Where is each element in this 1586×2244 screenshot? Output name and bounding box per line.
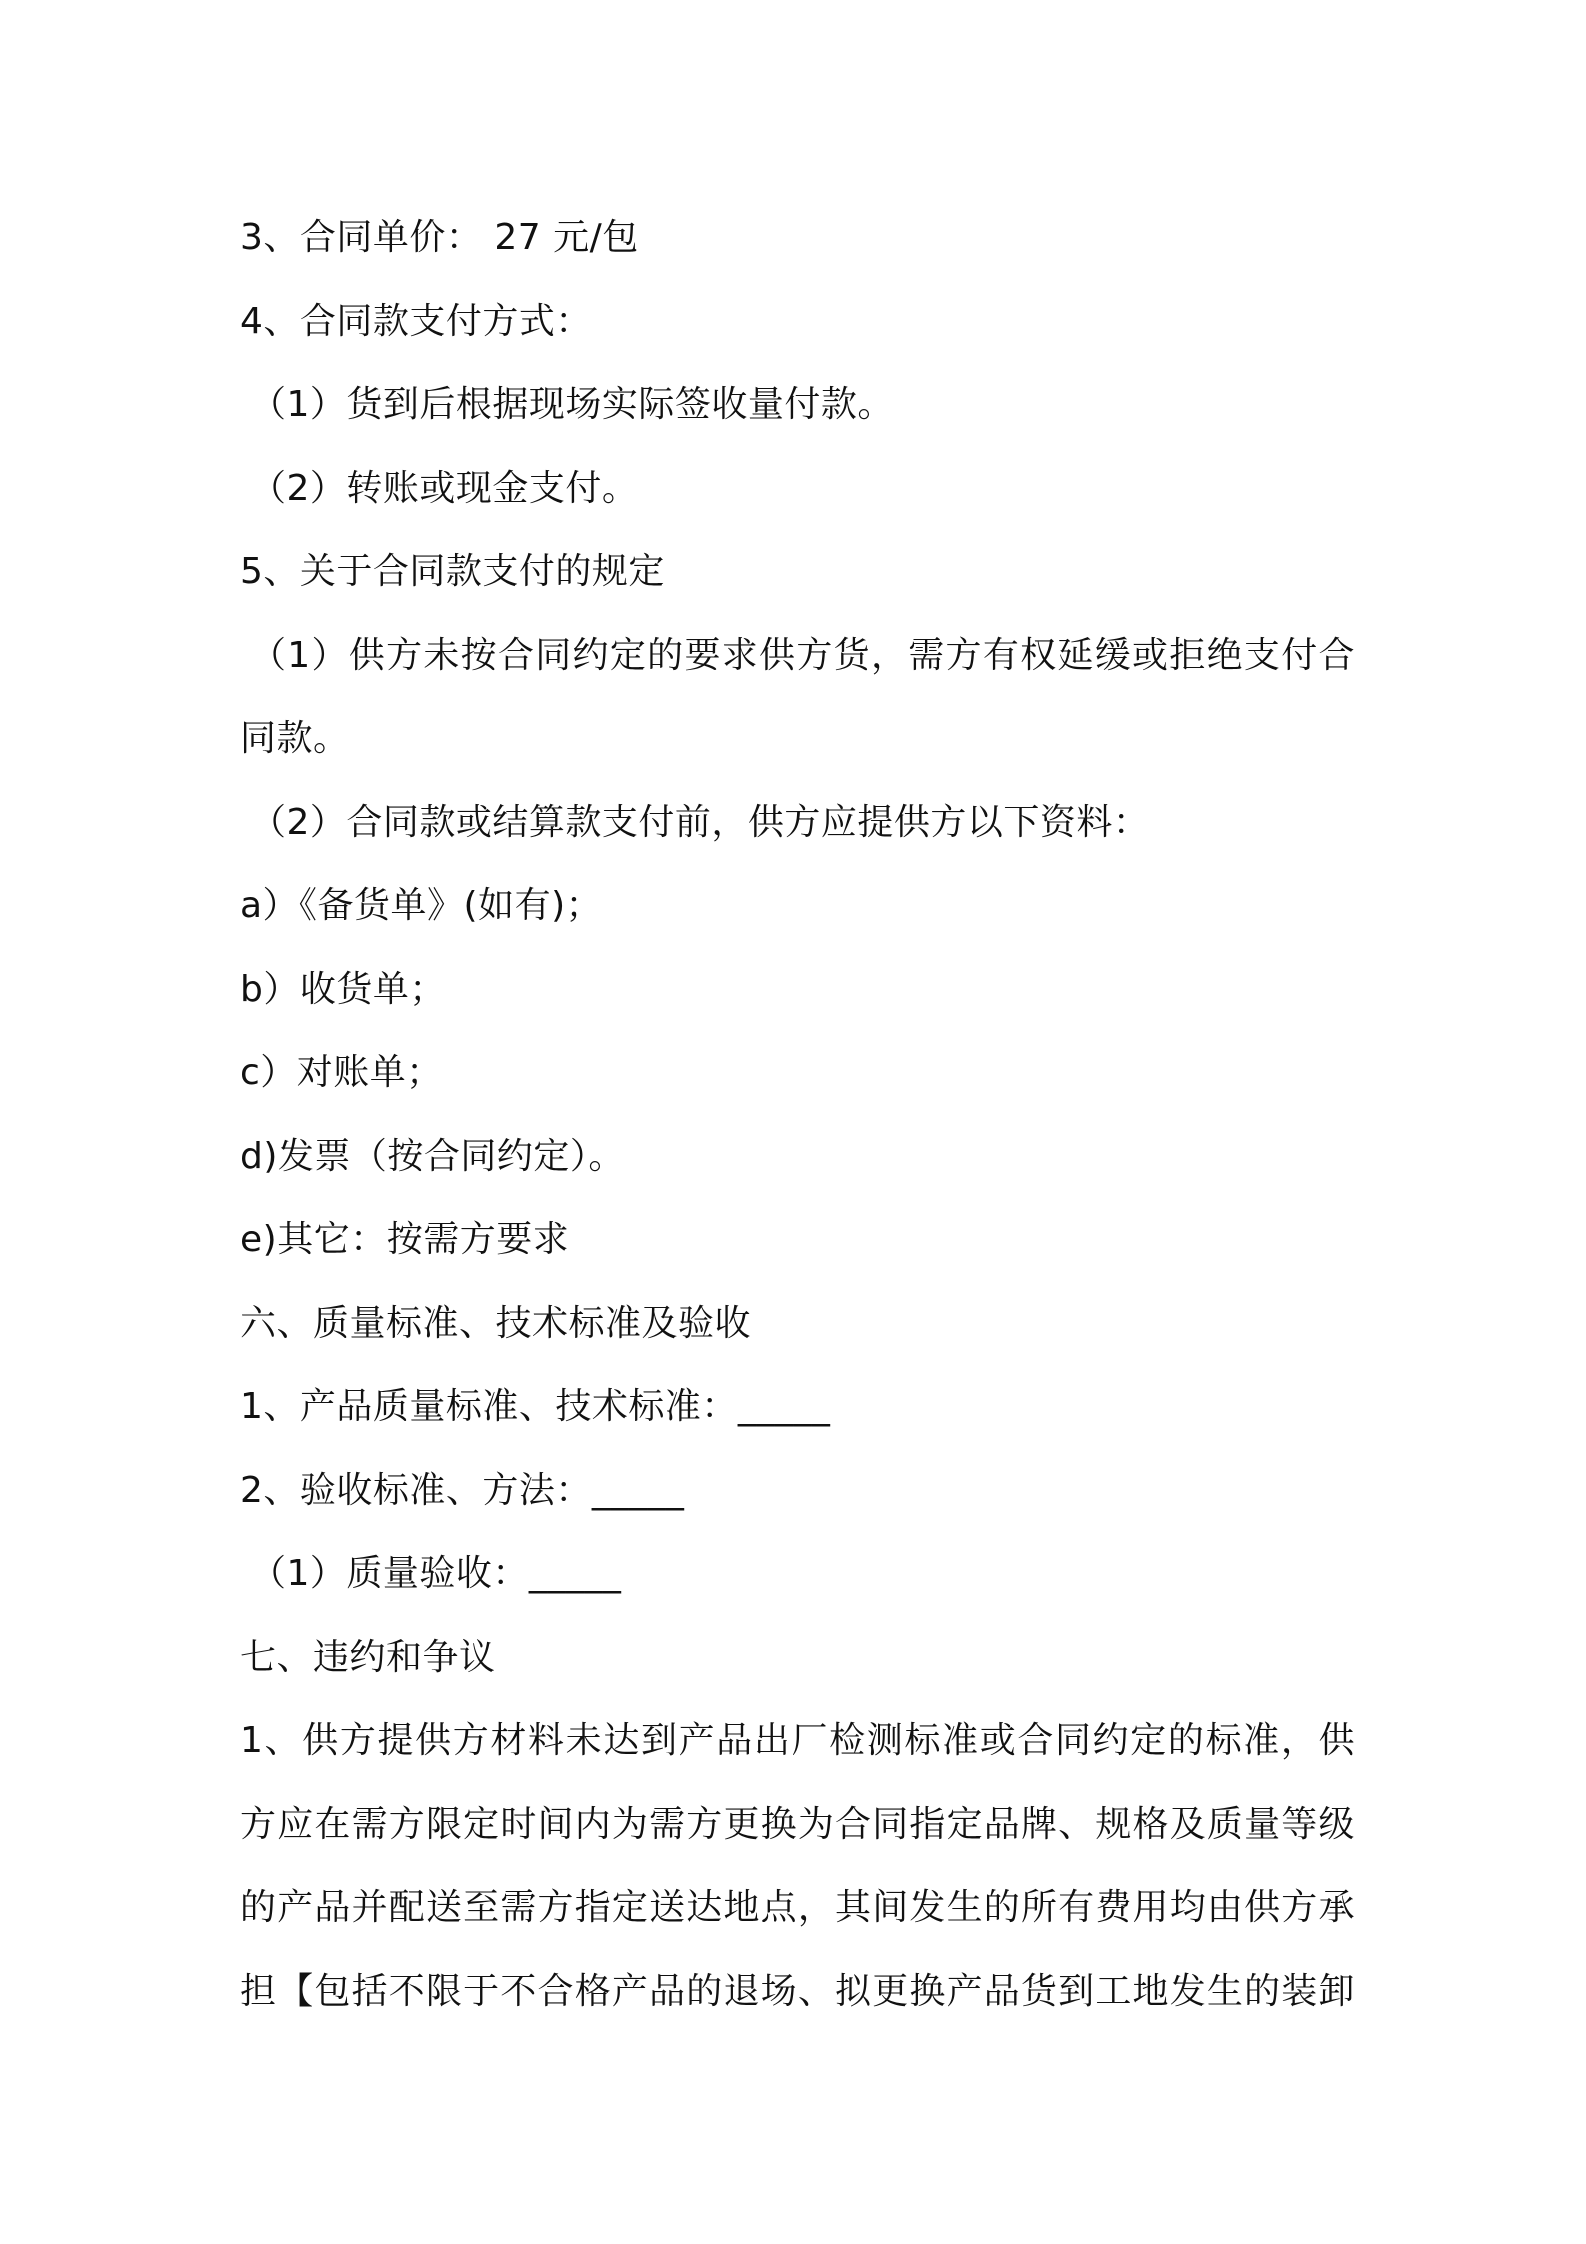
section-seven-heading: 七、违约和争议 [240,1636,496,1678]
payment-rules-heading: 5、关于合同款支付的规定 [240,551,665,592]
document-item-d: d)发票（按合同约定）。 [240,1135,625,1177]
breach-clause-line-3: 的产品并配送至需方指定送达地点，其间发生的所有费用均由供方承 [240,1887,1355,1928]
document-item-e: e)其它：按需方要求 [240,1219,570,1260]
breach-clause-line-1: 1、供方提供方材料未达到产品出厂检测标准或合同约定的标准，供 [240,1720,1355,1761]
quality-acceptance-line: （1）质量验收：_____ [250,1553,622,1594]
breach-clause-line-4: 担【包括不限于不合格产品的退场、拟更换产品货到工地发生的装卸 [240,1970,1355,2012]
payment-method-heading: 4、合同款支付方式： [240,300,592,342]
quality-standard-line: 1、产品质量标准、技术标准：_____ [240,1386,831,1427]
contract-unit-price: 3、合同单价： 27 元/包 [240,217,639,258]
acceptance-standard-line: 2、验收标准、方法：_____ [240,1469,685,1511]
document-item-a: a）《备货单》(如有)； [240,885,603,926]
payment-rule-1-line-1: （1）供方未按合同约定的要求供方货，需方有权延缓或拒绝支付合 [250,634,1355,676]
payment-rule-1-line-2: 同款。 [240,718,350,759]
payment-method-item-1: （1）货到后根据现场实际签收量付款。 [250,384,894,425]
section-six-heading: 六、质量标准、技术标准及验收 [240,1302,752,1344]
breach-clause-line-2: 方应在需方限定时间内为需方更换为合同指定品牌、规格及质量等级 [240,1803,1355,1845]
payment-rule-2: （2）合同款或结算款支付前，供方应提供方以下资料： [250,801,1150,843]
payment-method-item-2: （2）转账或现金支付。 [250,467,639,509]
document-item-c: c）对账单； [240,1052,443,1093]
document-item-b: b）收货单； [240,968,446,1010]
document-page [240,196,1355,2033]
